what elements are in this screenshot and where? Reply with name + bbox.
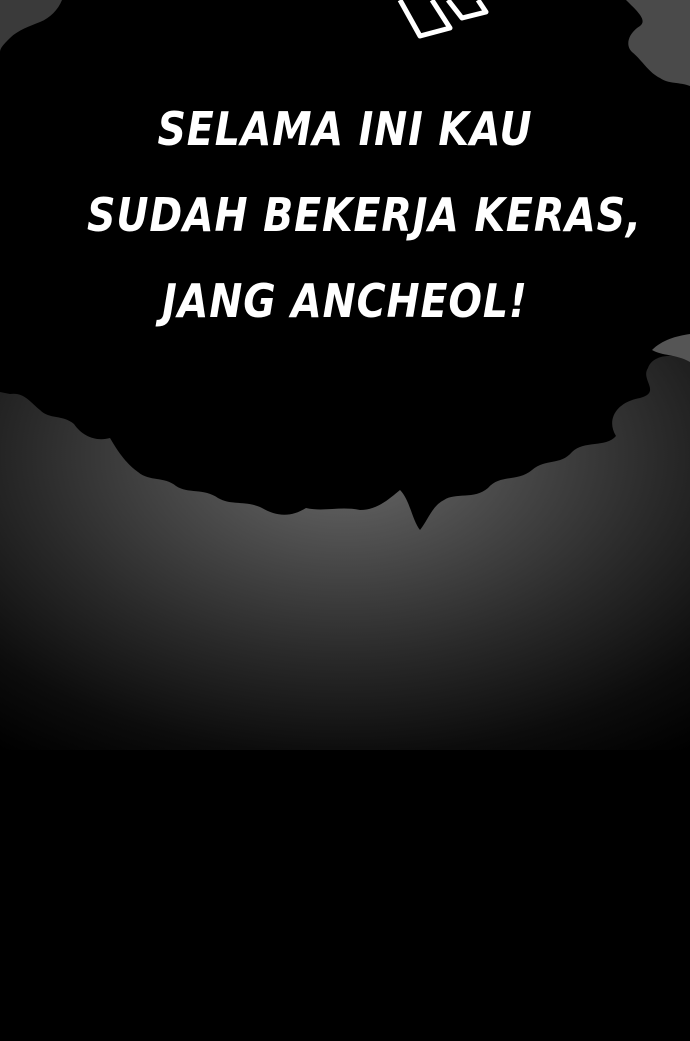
speech-line-2: SUDAH BEKERJA KERAS,	[87, 188, 642, 242]
speech-text	[87, 86, 642, 344]
speech-line-3: JANG ANCHEOL!	[162, 274, 528, 328]
speech-line-1: SELAMA INI KAU	[157, 102, 533, 156]
